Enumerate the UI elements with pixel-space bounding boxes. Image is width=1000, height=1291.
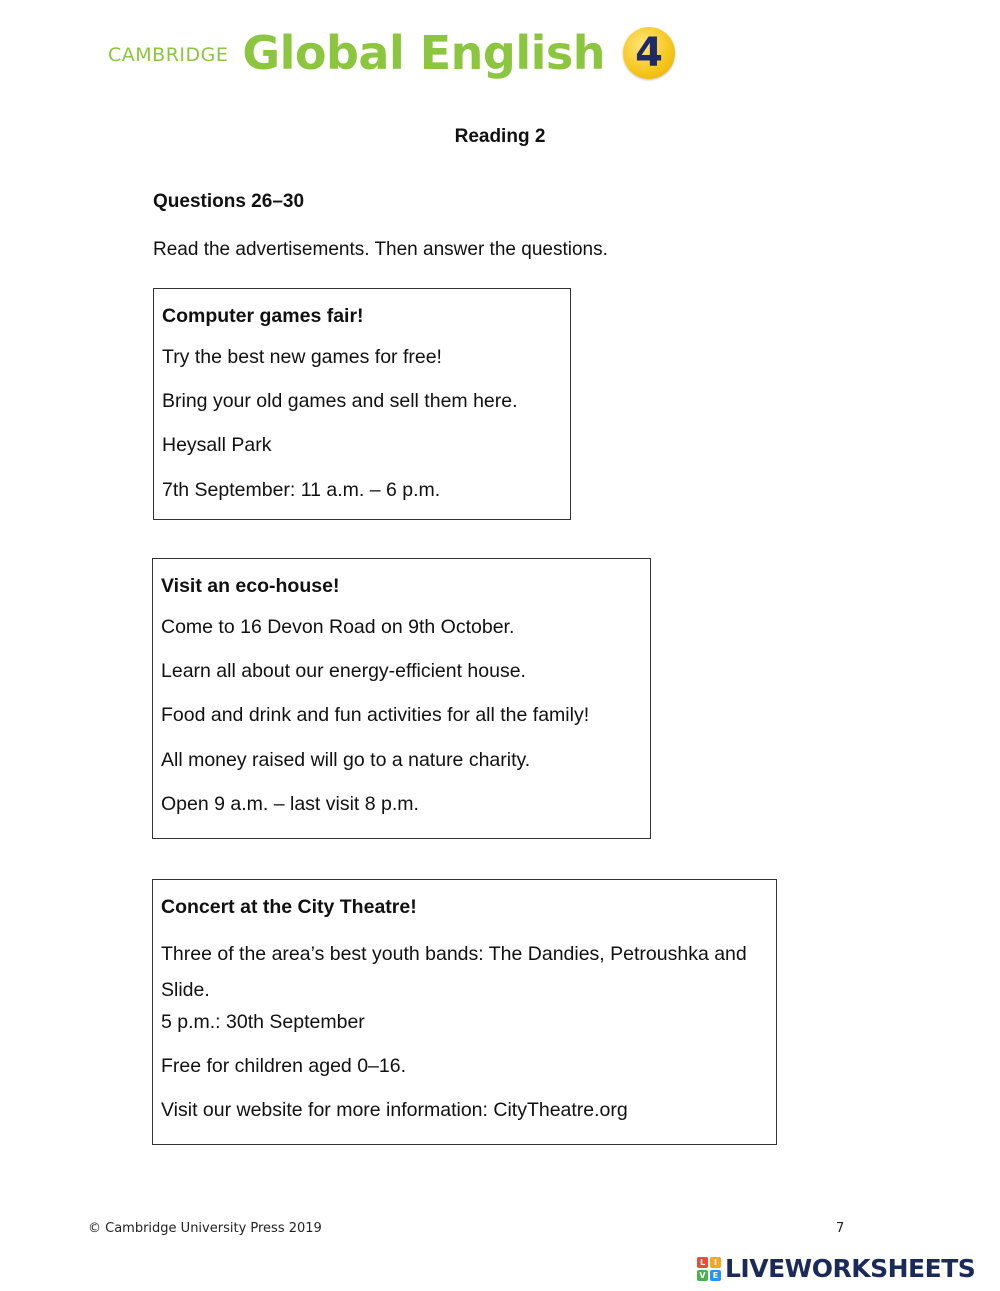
logo-letter: E <box>710 1270 721 1281</box>
ad-line: Heysall Park <box>162 434 272 457</box>
liveworksheets-logo <box>697 1254 975 1283</box>
ad-line: Food and drink and fun activities for all the family! <box>161 704 590 727</box>
advertisement-computer-games-fair <box>153 288 571 520</box>
ad-line: Come to 16 Devon Road on 9th October. <box>161 616 515 638</box>
ad-line: Learn all about our energy-efficient house. <box>161 660 526 683</box>
liveworksheets-icon <box>697 1257 721 1281</box>
ad-line: Visit our website for more information: CityTheatre.org <box>161 1099 628 1122</box>
liveworksheets-wordmark: LIVEWORKSHEETS <box>725 1254 976 1283</box>
ad-line: 7th September: 11 a.m. – 6 p.m. <box>162 478 441 501</box>
ad-line: Try the best new games for free! <box>162 346 442 368</box>
ad-line: Open 9 a.m. – last visit 8 p.m. <box>161 792 419 815</box>
ad-line: 5 p.m.: 30th September <box>161 1011 365 1033</box>
ad-line: All money raised will go to a nature charity. <box>161 748 531 771</box>
publisher-name: CAMBRIDGE <box>108 44 229 66</box>
book-header <box>108 20 675 86</box>
ad-line: Three of the area’s best youth bands: The Dandies, Petroushka and Slide. <box>161 943 747 1001</box>
advertisement-city-theatre-concert <box>152 879 777 1145</box>
advertisement-eco-house <box>152 558 651 839</box>
questions-title: Questions 26–30 <box>153 191 305 212</box>
instructions: Read the advertisements. Then answer the questions. <box>153 239 608 260</box>
section-title: Reading 2 <box>454 126 546 147</box>
ad-title: Computer games fair! <box>162 305 364 327</box>
logo-letter: L <box>697 1257 708 1268</box>
logo-letter: V <box>697 1270 708 1281</box>
level-badge: 4 <box>623 27 675 79</box>
ad-title: Concert at the City Theatre! <box>161 896 417 918</box>
copyright-notice: © Cambridge University Press 2019 <box>88 1221 322 1236</box>
logo-letter: I <box>710 1257 721 1268</box>
page-number: 7 <box>836 1221 845 1236</box>
ad-line: Free for children aged 0–16. <box>161 1055 406 1078</box>
ad-title: Visit an eco-house! <box>161 575 340 597</box>
series-title: Global English <box>242 26 605 80</box>
ad-line: Bring your old games and sell them here. <box>162 390 518 413</box>
